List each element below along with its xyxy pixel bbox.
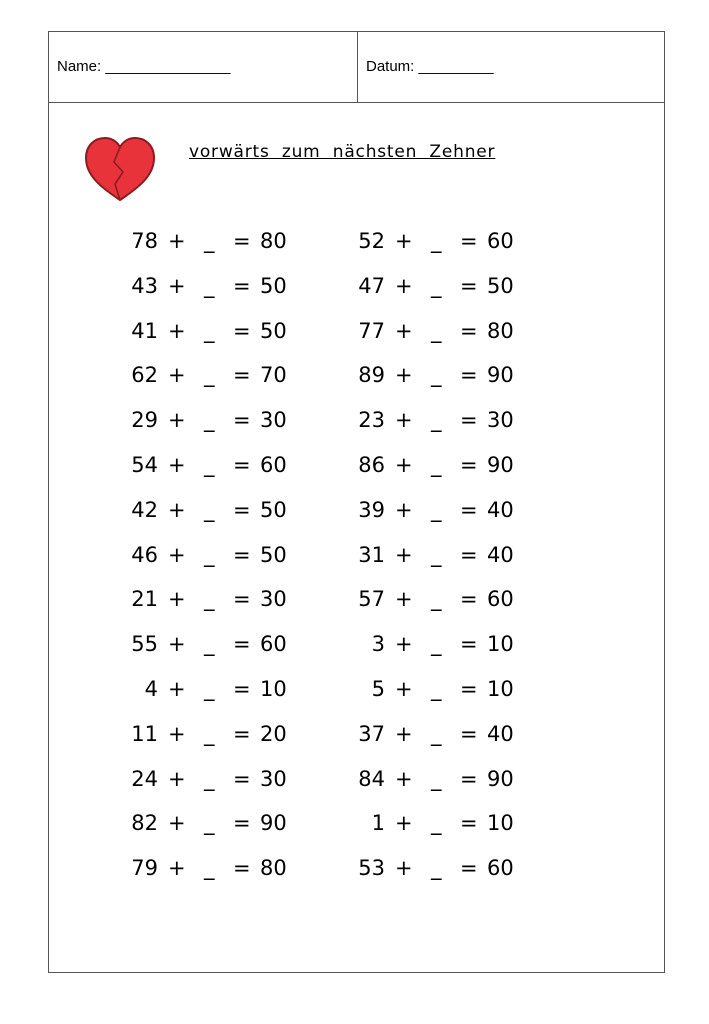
plus-sign: +: [168, 318, 186, 343]
answer-blank[interactable]: _: [204, 453, 215, 477]
equals-sign: =: [233, 632, 251, 657]
plus-sign: +: [168, 542, 186, 567]
plus-sign: +: [395, 856, 413, 881]
answer-blank[interactable]: _: [204, 677, 215, 701]
equals-sign: =: [460, 318, 478, 343]
equals-sign: =: [460, 721, 478, 746]
result-value: 50: [260, 497, 287, 522]
result-value: 40: [487, 721, 514, 746]
equals-sign: =: [233, 497, 251, 522]
equals-sign: =: [233, 766, 251, 791]
equals-sign: =: [460, 273, 478, 298]
equals-sign: =: [233, 273, 251, 298]
plus-sign: +: [168, 677, 186, 701]
answer-blank[interactable]: _: [204, 587, 215, 612]
result-value: 60: [487, 587, 514, 612]
addend: 39: [358, 497, 385, 522]
worksheet-header: [49, 32, 664, 103]
result-value: 30: [260, 408, 287, 433]
addend: 11: [131, 721, 158, 746]
addend: 5: [371, 677, 385, 701]
plus-sign: +: [168, 453, 186, 477]
plus-sign: +: [168, 766, 186, 791]
equals-sign: =: [460, 363, 478, 388]
plus-sign: +: [395, 229, 413, 253]
plus-sign: +: [395, 632, 413, 657]
result-value: 30: [260, 587, 287, 612]
answer-blank[interactable]: _: [431, 363, 442, 388]
result-value: 10: [260, 677, 287, 701]
result-value: 30: [260, 766, 287, 791]
result-value: 50: [260, 318, 287, 343]
addend: 4: [144, 677, 158, 701]
result-value: 20: [260, 721, 287, 746]
addend: 31: [358, 542, 385, 567]
plus-sign: +: [168, 363, 186, 388]
answer-blank[interactable]: _: [431, 632, 442, 657]
worksheet-frame: [48, 31, 665, 973]
equals-sign: =: [460, 811, 478, 836]
equals-sign: =: [460, 408, 478, 433]
result-value: 80: [260, 229, 287, 253]
plus-sign: +: [168, 811, 186, 836]
equals-sign: =: [460, 766, 478, 791]
addend: 89: [358, 363, 385, 388]
answer-blank[interactable]: _: [431, 408, 442, 433]
equals-sign: =: [233, 229, 251, 253]
addend: 47: [358, 273, 385, 298]
plus-sign: +: [395, 408, 413, 433]
addend: 79: [131, 856, 158, 881]
plus-sign: +: [395, 273, 413, 298]
equals-sign: =: [233, 408, 251, 433]
addend: 86: [358, 453, 385, 477]
answer-blank[interactable]: _: [431, 273, 442, 298]
result-value: 60: [487, 229, 514, 253]
equals-sign: =: [233, 542, 251, 567]
addend: 37: [358, 721, 385, 746]
addend: 62: [131, 363, 158, 388]
result-value: 60: [260, 632, 287, 657]
equals-sign: =: [460, 856, 478, 881]
plus-sign: +: [168, 229, 186, 253]
answer-blank[interactable]: _: [204, 408, 215, 433]
plus-sign: +: [168, 721, 186, 746]
addend: 57: [358, 587, 385, 612]
answer-blank[interactable]: _: [204, 721, 215, 746]
addend: 55: [131, 632, 158, 657]
equals-sign: =: [460, 542, 478, 567]
addend: 52: [358, 229, 385, 253]
addend: 53: [358, 856, 385, 881]
equals-sign: =: [233, 811, 251, 836]
equals-sign: =: [460, 497, 478, 522]
result-value: 90: [260, 811, 287, 836]
answer-blank[interactable]: _: [204, 273, 215, 298]
addend: 82: [131, 811, 158, 836]
answer-blank[interactable]: _: [431, 497, 442, 522]
answer-blank[interactable]: _: [204, 856, 215, 881]
addend: 24: [131, 766, 158, 791]
plus-sign: +: [395, 811, 413, 836]
result-value: 80: [487, 318, 514, 343]
answer-blank[interactable]: _: [431, 811, 442, 836]
answer-blank[interactable]: _: [431, 587, 442, 612]
addend: 41: [131, 318, 158, 343]
answer-blank[interactable]: _: [431, 766, 442, 791]
result-value: 80: [260, 856, 287, 881]
equals-sign: =: [460, 632, 478, 657]
equals-sign: =: [233, 318, 251, 343]
date-field[interactable]: Datum: _________: [366, 58, 494, 75]
equals-sign: =: [233, 363, 251, 388]
result-value: 50: [260, 542, 287, 567]
plus-sign: +: [168, 856, 186, 881]
answer-blank[interactable]: _: [431, 721, 442, 746]
addend: 23: [358, 408, 385, 433]
result-value: 60: [487, 856, 514, 881]
equals-sign: =: [233, 453, 251, 477]
equals-sign: =: [233, 721, 251, 746]
addend: 3: [371, 632, 385, 657]
result-value: 60: [260, 453, 287, 477]
plus-sign: +: [168, 497, 186, 522]
result-value: 90: [487, 766, 514, 791]
header-divider: [357, 32, 358, 103]
result-value: 50: [487, 273, 514, 298]
plus-sign: +: [395, 363, 413, 388]
answer-blank[interactable]: _: [204, 542, 215, 567]
answer-blank[interactable]: _: [204, 632, 215, 657]
addend: 84: [358, 766, 385, 791]
answer-blank[interactable]: _: [431, 677, 442, 701]
result-value: 10: [487, 677, 514, 701]
name-field[interactable]: Name: _______________: [57, 58, 231, 75]
result-value: 90: [487, 363, 514, 388]
result-value: 10: [487, 811, 514, 836]
result-value: 50: [260, 273, 287, 298]
equals-sign: =: [460, 587, 478, 612]
plus-sign: +: [395, 497, 413, 522]
plus-sign: +: [168, 632, 186, 657]
answer-blank[interactable]: _: [431, 542, 442, 567]
equals-sign: =: [233, 856, 251, 881]
equals-sign: =: [460, 453, 478, 477]
plus-sign: +: [395, 453, 413, 477]
plus-sign: +: [395, 587, 413, 612]
answer-blank[interactable]: _: [204, 318, 215, 343]
plus-sign: +: [395, 318, 413, 343]
answer-blank[interactable]: _: [431, 453, 442, 477]
answer-blank[interactable]: _: [431, 856, 442, 881]
answer-blank[interactable]: _: [204, 497, 215, 522]
addend: 78: [131, 229, 158, 253]
equals-sign: =: [233, 587, 251, 612]
plus-sign: +: [168, 273, 186, 298]
plus-sign: +: [395, 677, 413, 701]
result-value: 40: [487, 542, 514, 567]
plus-sign: +: [395, 542, 413, 567]
equals-sign: =: [233, 677, 251, 701]
addend: 42: [131, 497, 158, 522]
worksheet-title: vorwärts zum nächsten Zehner: [189, 142, 496, 162]
equals-sign: =: [460, 229, 478, 253]
result-value: 90: [487, 453, 514, 477]
answer-blank[interactable]: _: [204, 229, 215, 253]
addend: 29: [131, 408, 158, 433]
plus-sign: +: [168, 408, 186, 433]
plus-sign: +: [168, 587, 186, 612]
equals-sign: =: [460, 677, 478, 701]
addend: 46: [131, 542, 158, 567]
answer-blank[interactable]: _: [431, 229, 442, 253]
answer-blank[interactable]: _: [204, 811, 215, 836]
addend: 1: [371, 811, 385, 836]
broken-heart-icon: [84, 136, 156, 202]
answer-blank[interactable]: _: [204, 766, 215, 791]
result-value: 10: [487, 632, 514, 657]
result-value: 70: [260, 363, 287, 388]
result-value: 30: [487, 408, 514, 433]
answer-blank[interactable]: _: [204, 363, 215, 388]
addend: 54: [131, 453, 158, 477]
plus-sign: +: [395, 766, 413, 791]
addend: 77: [358, 318, 385, 343]
addend: 21: [131, 587, 158, 612]
addend: 43: [131, 273, 158, 298]
answer-blank[interactable]: _: [431, 318, 442, 343]
result-value: 40: [487, 497, 514, 522]
plus-sign: +: [395, 721, 413, 746]
